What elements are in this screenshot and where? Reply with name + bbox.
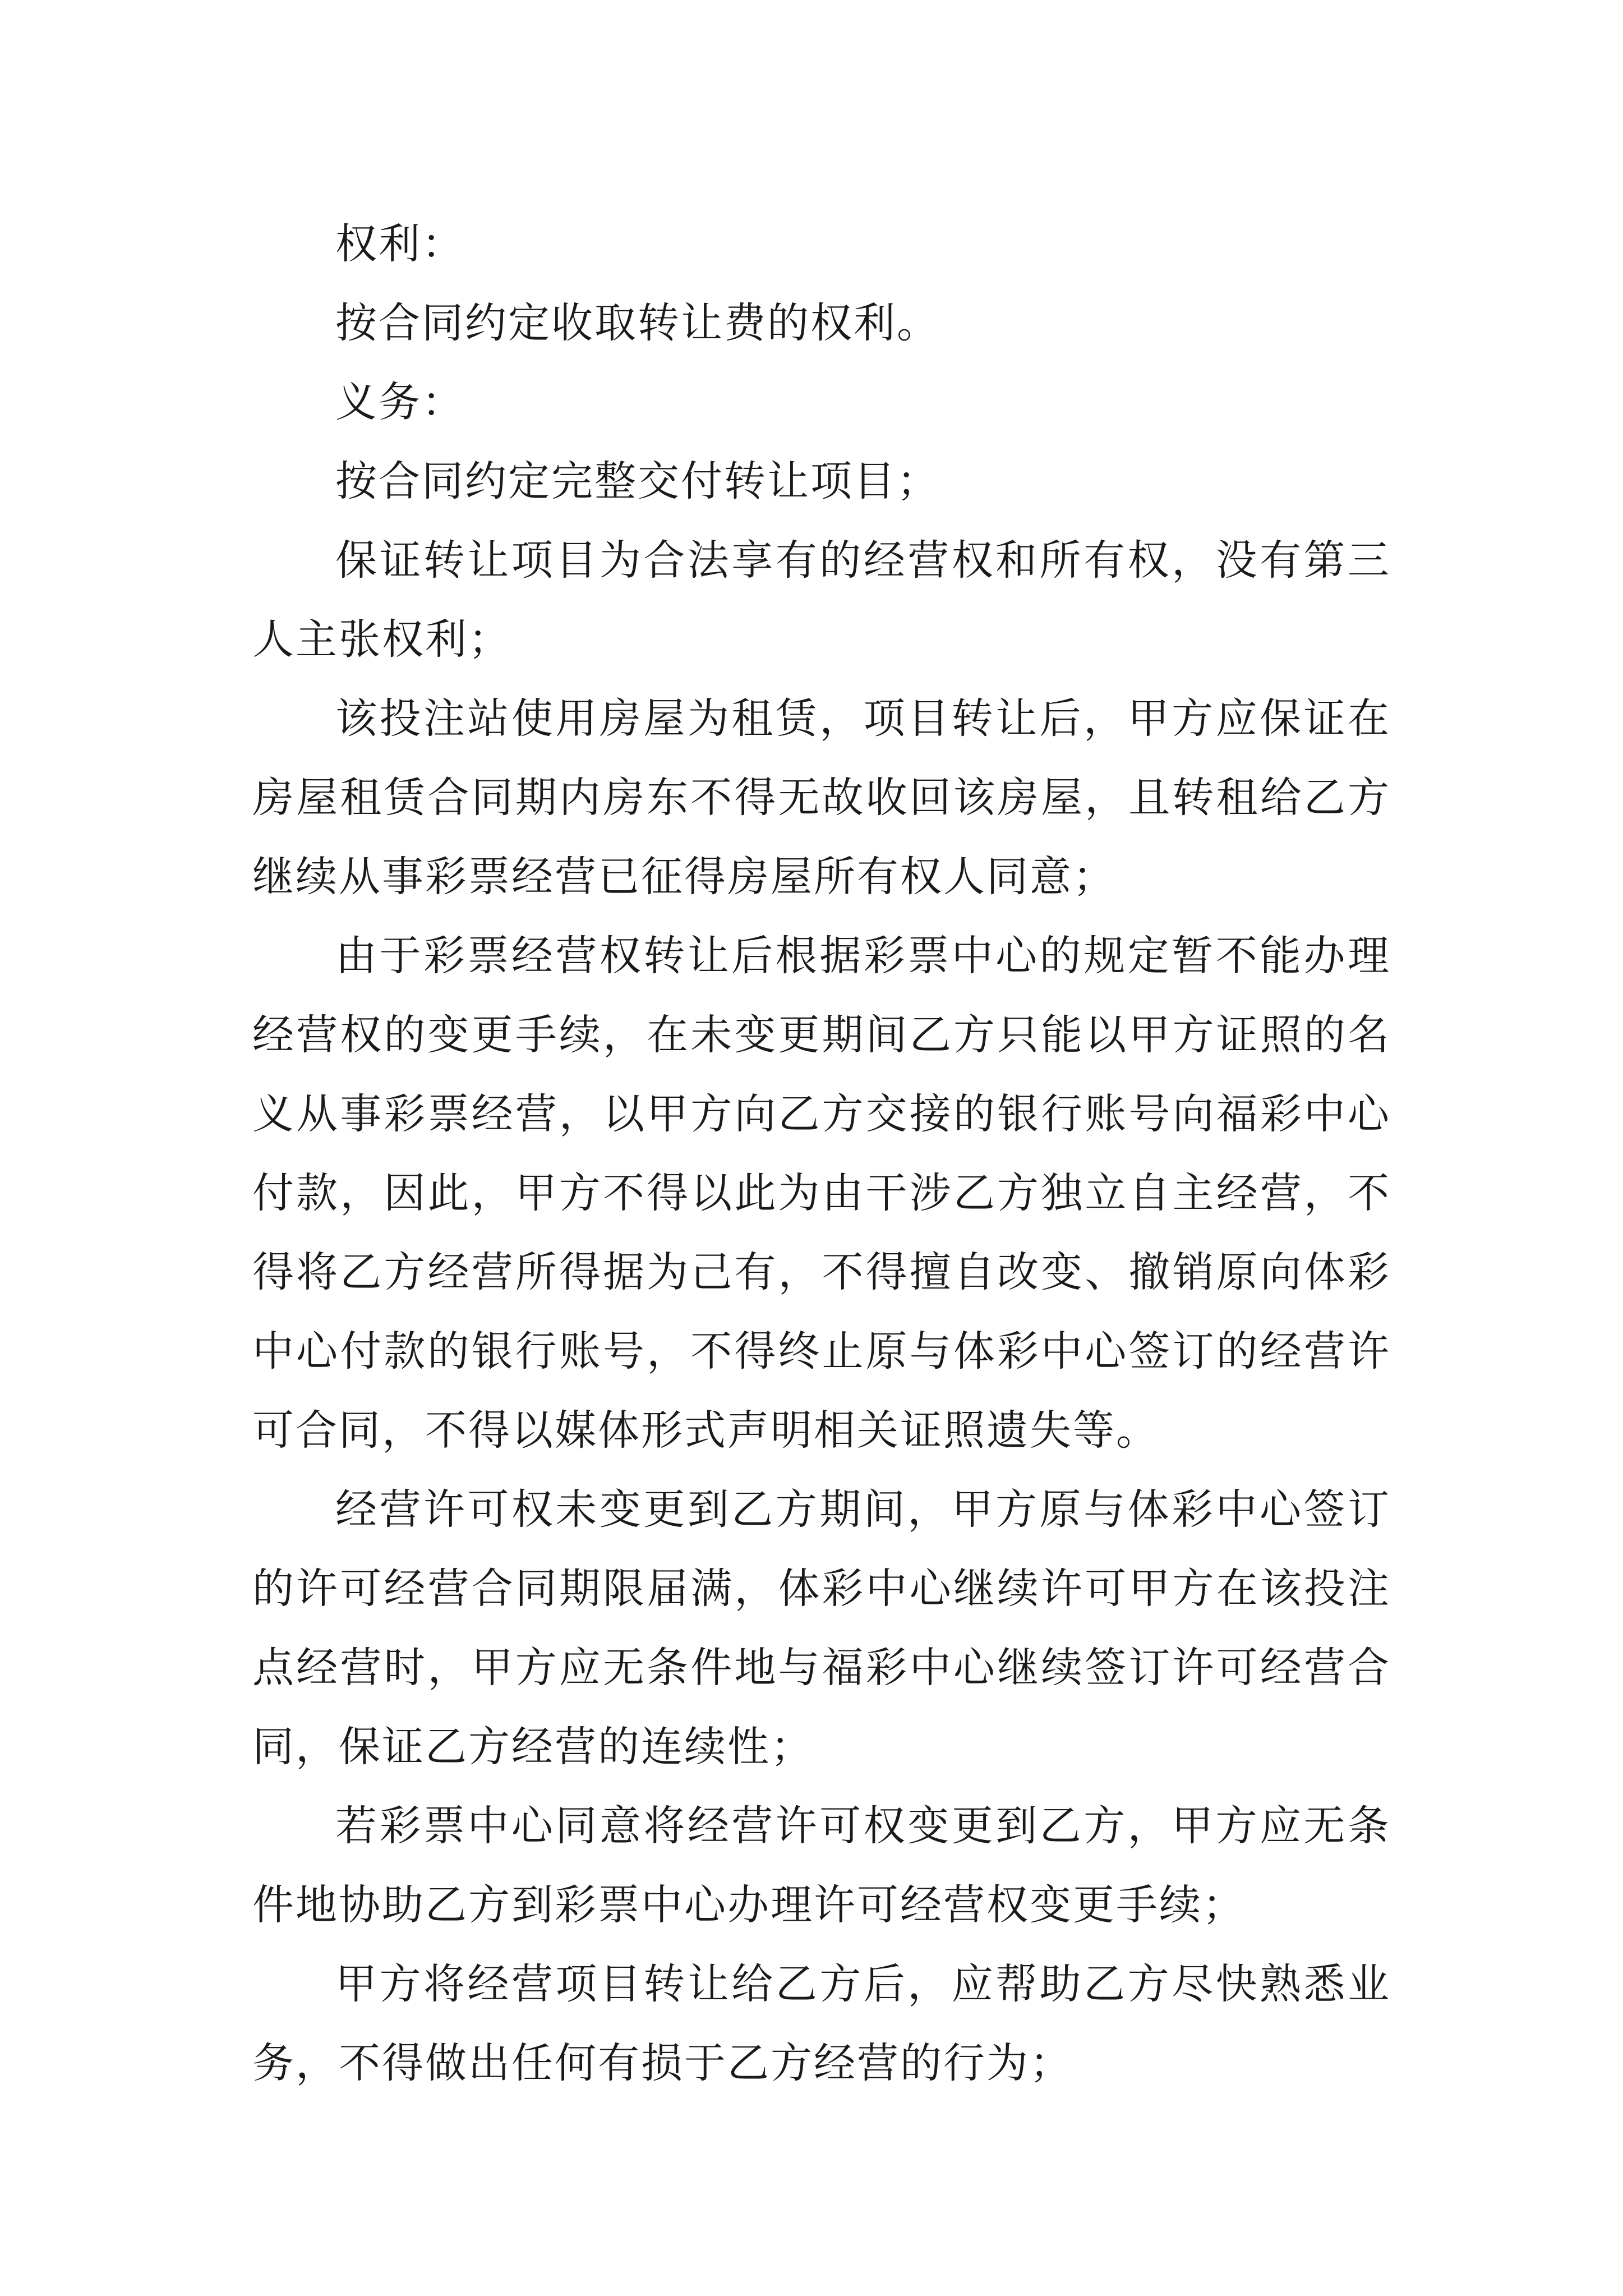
document-body (252, 205, 1391, 2103)
paragraph-obligation-assist-change: 若彩票中心同意将经营许可权变更到乙方，甲方应无条件地协助乙方到彩票中心办理许可经营权变更手续； (252, 1802, 1391, 1929)
paragraph-rights-heading: 权利： (335, 220, 465, 268)
paragraph-obligation-support: 甲方将经营项目转让给乙方后，应帮助乙方尽快熟悉业务，不得做出任何有损于乙方经营的行为； (252, 1960, 1391, 2087)
paragraph-rights-fee: 按合同约定收取转让费的权利。 (335, 299, 940, 347)
paragraph-obligation-delivery: 按合同约定完整交付转让项目； (335, 457, 940, 505)
paragraph-obligation-lease: 该投注站使用房屋为租赁，项目转让后，甲方应保证在房屋租赁合同期内房东不得无故收回该房屋，且转租给乙方继续从事彩票经营已征得房屋所有权人同意； (252, 694, 1391, 901)
paragraph-obligation-license-transfer: 由于彩票经营权转让后根据彩票中心的规定暂不能办理经营权的变更手续，在未变更期间乙方只能以甲方证照的名义从事彩票经营，以甲方向乙方交接的银行账号向福彩中心付款，因此，甲方不得以此为由干涉乙方独立自主经营，不得将乙方经营所得据为己有，不得擅自改变、撤销原向体彩中心付款的银行账号，不得终止原与体彩中心签订的经营许可合同，不得以媒体形式声明相关证照遗失等。 (252, 932, 1391, 1455)
paragraph-obligations-heading: 义务： (335, 378, 465, 426)
paragraph-obligation-ownership: 保证转让项目为合法享有的经营权和所有权，没有第三人主张权利； (252, 536, 1391, 664)
paragraph-obligation-contract-renewal: 经营许可权未变更到乙方期间，甲方原与体彩中心签订的许可经营合同期限届满，体彩中心继续许可甲方在该投注点经营时，甲方应无条件地与福彩中心继续签订许可经营合同，保证乙方经营的连续性； (252, 1485, 1391, 1771)
